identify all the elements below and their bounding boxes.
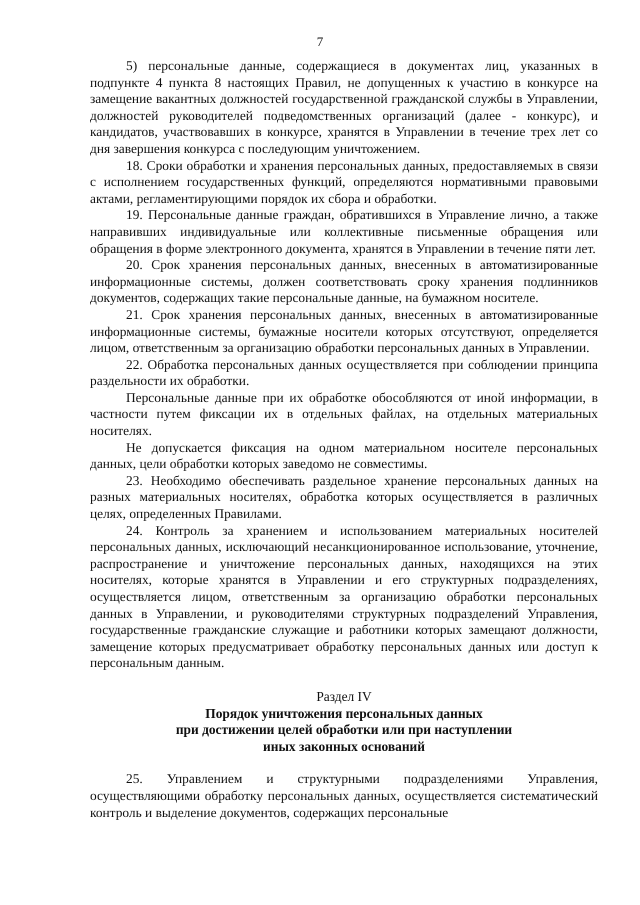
section-title xyxy=(90,706,598,756)
document-body xyxy=(90,58,598,821)
paragraph-21: 21. Срок хранения персональных данных, внесенных в автоматизированные информационные системы, бумажные носители которых отсутствуют, определяется лицом, ответственным за организацию обработки персональных данных в Управлении. xyxy=(90,306,598,356)
section-title-line: Порядок уничтожения персональных данных xyxy=(205,705,483,721)
section-title-line: иных законных оснований xyxy=(263,738,425,754)
paragraph-23: 23. Необходимо обеспечивать раздельное хранение персональных данных на разных материальных носителях, обработка которых осуществляется в различных целях, определенных Правилами. xyxy=(90,472,598,522)
paragraph-20: 20. Срок хранения персональных данных, внесенных в автоматизированные информационные системы, должен соответствовать сроку хранения подлинников документов, содержащих такие персональные данные, на бумажном носителе. xyxy=(90,257,598,306)
paragraph-18: 18. Сроки обработки и хранения персональных данных, предоставляемых в связи с исполнением государственных функций, определяются нормативными правовыми актами, регламентирующими порядок их сбора и обработки. xyxy=(90,157,598,206)
paragraph-24: 24. Контроль за хранением и использованием материальных носителей персональных данных, исключающий несанкционированное использование, уточнение, распространение и уничтожение персональных данных, находящихся на этих носителях, которые хранятся в Управлении и его структурных подразделениях, осуществляется лицом, ответственным за организацию обработки персональных данных в Управлении, и руководителями структурных подразделений Управления, государственные гражданские служащие и работники которых замещают должности, замещение которых предусматривает обработку персональных данных или доступ к персональным данным. xyxy=(90,522,598,671)
paragraph-19: 19. Персональные данные граждан, обратившихся в Управление лично, а также направивших индивидуальные или коллективные письменные обращения или обращения в форме электронного документа, хранятся в Управлении в течение пяти лет. xyxy=(90,207,598,256)
section-title-line: при достижении целей обработки или при наступлении xyxy=(175,722,513,738)
paragraph-25: 25. Управлением и структурными подразделениями Управления, осуществляющими обработку персональных данных, осуществляется систематический контроль и выделение документов, содержащих персональные xyxy=(90,771,598,820)
page-number: 7 xyxy=(316,34,324,49)
paragraph-22-incompatible: Не допускается фиксация на одном материальном носителе персональных данных, цели обработки которых заведомо не совместимы. xyxy=(90,439,598,472)
paragraph-22-separation: Персональные данные при их обработке обособляются от иной информации, в частности путем фиксации их в отдельных файлах, на отдельных материальных носителях. xyxy=(90,389,598,439)
paragraph-22: 22. Обработка персональных данных осуществляется при соблюдении принципа раздельности их обработки. xyxy=(90,356,598,389)
paragraph-item-5: 5) персональные данные, содержащиеся в документах лиц, указанных в подпункте 4 пункта 8 настоящих Правил, не допущенных к участию в конкурсе на замещение вакантных должностей государственной гражданской службы в Управлении, должностей руководителей подведомственных организаций (далее - конкурс), и кандидатов, участвовавших в конкурсе, хранятся в Управлении в течение трех лет со дня завершения конкурса с последующим уничтожением. xyxy=(90,58,598,156)
section-heading: Раздел IV xyxy=(316,688,372,704)
